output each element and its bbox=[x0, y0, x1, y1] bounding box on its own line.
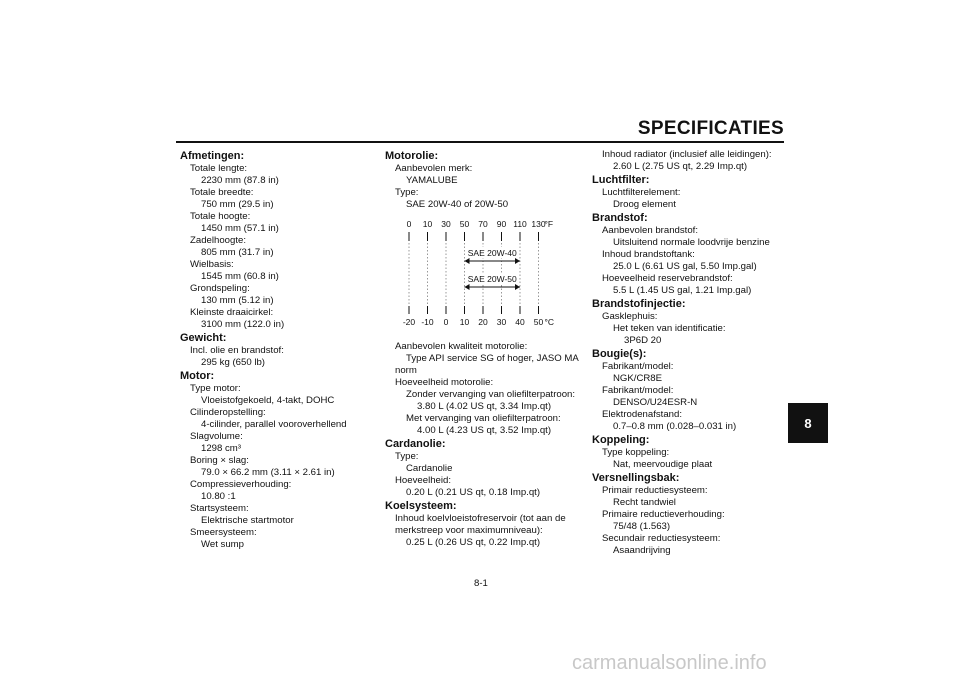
spec-line: Fabrikant/model: bbox=[602, 385, 674, 396]
spec-line: Kleinste draaicirkel: bbox=[190, 307, 274, 318]
celsius-tick-label: -20 bbox=[402, 317, 416, 327]
spec-line: Incl. olie en brandstof: bbox=[190, 345, 284, 356]
spec-line: Compressieverhouding: bbox=[190, 479, 292, 490]
section-heading: Motor: bbox=[180, 370, 215, 382]
spec-line: Zadelhoogte: bbox=[190, 235, 247, 246]
spec-line: Secundair reductiesysteem: bbox=[602, 533, 721, 544]
spec-line: Startsysteem: bbox=[190, 503, 249, 514]
spec-line: Zonder vervanging van oliefilterpatroon: bbox=[406, 389, 576, 400]
celsius-tick-label: -10 bbox=[421, 317, 434, 327]
spec-line: 0.25 L (0.26 US qt, 0.22 Imp.qt) bbox=[406, 537, 541, 548]
spec-line: Totale hoogte: bbox=[190, 211, 251, 222]
spec-line: Cilinderopstelling: bbox=[190, 407, 266, 418]
fahrenheit-tick-label: 130 bbox=[531, 219, 546, 229]
spec-line: Type motor: bbox=[190, 383, 241, 394]
section-heading: Brandstof: bbox=[592, 212, 648, 224]
page-title: SPECIFICATIES bbox=[637, 118, 784, 139]
spec-line: Vloeistofgekoeld, 4-takt, DOHC bbox=[201, 395, 335, 406]
spec-line: 3100 mm (122.0 in) bbox=[201, 319, 285, 330]
watermark: carmanualsonline.info bbox=[572, 652, 767, 674]
title-divider bbox=[176, 141, 784, 143]
spec-line: 0.20 L (0.21 US qt, 0.18 Imp.qt) bbox=[406, 487, 541, 498]
spec-line: 1545 mm (60.8 in) bbox=[201, 271, 279, 282]
spec-line: Type koppeling: bbox=[602, 447, 670, 458]
spec-line: Primair reductiesysteem: bbox=[602, 485, 708, 496]
spec-line: Luchtfilterelement: bbox=[602, 187, 681, 198]
section-heading: Luchtfilter: bbox=[592, 174, 650, 186]
spec-line: Primaire reductieverhouding: bbox=[602, 509, 725, 520]
spec-line: Wielbasis: bbox=[190, 259, 234, 270]
spec-line: 10.80 :1 bbox=[201, 491, 236, 502]
spec-line: Cardanolie bbox=[406, 463, 453, 474]
spec-line: 0.7–0.8 mm (0.028–0.031 in) bbox=[613, 421, 737, 432]
engine-oil-details bbox=[385, 341, 585, 549]
spec-line: Asaandrijving bbox=[613, 545, 671, 556]
spec-line: Hoeveelheid: bbox=[395, 475, 452, 486]
engine-oil-intro bbox=[385, 149, 585, 211]
fahrenheit-tick-label: 90 bbox=[496, 219, 507, 229]
spec-line: 2230 mm (87.8 in) bbox=[201, 175, 279, 186]
spec-line: 79.0 × 66.2 mm (3.11 × 2.61 in) bbox=[201, 467, 335, 478]
spec-line: 1450 mm (57.1 in) bbox=[201, 223, 279, 234]
fahrenheit-tick-label: 70 bbox=[478, 219, 488, 229]
celsius-tick-label: 20 bbox=[478, 317, 488, 327]
spec-line: 130 mm (5.12 in) bbox=[201, 295, 274, 306]
section-heading: Cardanolie: bbox=[385, 438, 446, 450]
spec-line: Grondspeling: bbox=[190, 283, 250, 294]
page-number: 8-1 bbox=[474, 578, 488, 589]
spec-line: Elektrodenafstand: bbox=[602, 409, 683, 420]
section-heading: Brandstofinjectie: bbox=[592, 298, 686, 310]
spec-line: Type API service SG of hoger, JASO MA bbox=[406, 353, 579, 364]
spec-line: Totale lengte: bbox=[190, 163, 248, 174]
spec-line: Recht tandwiel bbox=[613, 497, 676, 508]
fahrenheit-tick-label: 0 bbox=[406, 219, 412, 229]
spec-line: merkstreep voor maximumniveau): bbox=[395, 525, 543, 536]
spec-line: Nat, meervoudige plaat bbox=[613, 459, 713, 470]
spec-line: 295 kg (650 lb) bbox=[201, 357, 265, 368]
spec-line: 25.0 L (6.61 US gal, 5.50 Imp.gal) bbox=[613, 261, 757, 272]
viscosity-band-label: SAE 20W-50 bbox=[467, 274, 517, 284]
spec-line: 3.80 L (4.02 US qt, 3.34 Imp.qt) bbox=[417, 401, 552, 412]
viscosity-band-label: SAE 20W-40 bbox=[467, 248, 517, 258]
celsius-tick-label: 10 bbox=[459, 317, 470, 327]
chapter-tab: 8 bbox=[788, 403, 828, 443]
band-arrow-left bbox=[465, 284, 470, 290]
section-heading: Koppeling: bbox=[592, 434, 650, 446]
section-heading: Versnellingsbak: bbox=[592, 472, 680, 484]
column-3 bbox=[592, 149, 792, 557]
spec-line: 2.60 L (2.75 US qt, 2.29 Imp.qt) bbox=[613, 161, 748, 172]
spec-line: Inhoud brandstoftank: bbox=[602, 249, 695, 260]
spec-line: Wet sump bbox=[201, 539, 245, 550]
spec-line: Type: bbox=[395, 451, 419, 462]
spec-line: Elektrische startmotor bbox=[201, 515, 294, 526]
fahrenheit-unit: °F bbox=[544, 219, 554, 229]
spec-line: NGK/CR8E bbox=[613, 373, 663, 384]
spec-line: 1298 cm³ bbox=[201, 443, 241, 454]
spec-line: Hoeveelheid reservebrandstof: bbox=[602, 273, 733, 284]
spec-line: 4-cilinder, parallel vooroverhellend bbox=[201, 419, 347, 430]
spec-line: 75/48 (1.563) bbox=[613, 521, 671, 532]
spec-line: 4.00 L (4.23 US qt, 3.52 Imp.qt) bbox=[417, 425, 552, 436]
section-heading: Afmetingen: bbox=[180, 150, 245, 162]
spec-line: Totale breedte: bbox=[190, 187, 254, 198]
spec-line: norm bbox=[395, 365, 417, 376]
spec-line: Smeersysteem: bbox=[190, 527, 257, 538]
spec-line: Boring × slag: bbox=[190, 455, 249, 466]
fahrenheit-tick-label: 110 bbox=[513, 219, 527, 229]
spec-line: Uitsluitend normale loodvrije benzine bbox=[613, 237, 770, 248]
oil-temperature-chart bbox=[393, 217, 563, 329]
spec-line: Fabrikant/model: bbox=[602, 361, 674, 372]
celsius-tick-label: 30 bbox=[496, 317, 507, 327]
fahrenheit-tick-label: 50 bbox=[459, 219, 470, 229]
spec-line: Droog element bbox=[613, 199, 676, 210]
celsius-tick-label: 50 bbox=[533, 317, 544, 327]
fahrenheit-tick-label: 30 bbox=[441, 219, 451, 229]
spec-line: Inhoud radiator (inclusief alle leidingen): bbox=[602, 149, 772, 160]
spec-line: Aanbevolen kwaliteit motorolie: bbox=[395, 341, 528, 352]
column-2 bbox=[385, 149, 585, 549]
spec-line: DENSO/U24ESR-N bbox=[613, 397, 698, 408]
spec-line: 5.5 L (1.45 US gal, 1.21 Imp.gal) bbox=[613, 285, 752, 296]
band-arrow-right bbox=[515, 284, 520, 290]
band-arrow-right bbox=[515, 258, 520, 264]
column-1 bbox=[180, 149, 370, 551]
spec-line: Inhoud koelvloeistofreservoir (tot aan de bbox=[395, 513, 566, 524]
spec-line: SAE 20W-40 of 20W-50 bbox=[406, 199, 509, 210]
celsius-tick-label: 0 bbox=[443, 317, 449, 327]
spec-line: Het teken van identificatie: bbox=[613, 323, 726, 334]
section-heading: Motorolie: bbox=[385, 150, 439, 162]
section-heading: Koelsysteem: bbox=[385, 500, 457, 512]
fahrenheit-tick-label: 10 bbox=[422, 219, 433, 229]
spec-line: 3P6D 20 bbox=[624, 335, 662, 346]
band-arrow-left bbox=[465, 258, 470, 264]
spec-line: Met vervanging van oliefilterpatroon: bbox=[406, 413, 561, 424]
celsius-unit: °C bbox=[544, 317, 555, 327]
spec-line: YAMALUBE bbox=[406, 175, 458, 186]
spec-line: Aanbevolen merk: bbox=[395, 163, 473, 174]
section-heading: Bougie(s): bbox=[592, 348, 647, 360]
spec-line: Aanbevolen brandstof: bbox=[602, 225, 699, 236]
spec-line: Type: bbox=[395, 187, 419, 198]
spec-line: Hoeveelheid motorolie: bbox=[395, 377, 494, 388]
spec-line: Slagvolume: bbox=[190, 431, 243, 442]
spec-line: Gasklephuis: bbox=[602, 311, 658, 322]
celsius-tick-label: 40 bbox=[515, 317, 525, 327]
spec-line: 805 mm (31.7 in) bbox=[201, 247, 274, 258]
section-heading: Gewicht: bbox=[180, 332, 227, 344]
spec-line: 750 mm (29.5 in) bbox=[201, 199, 274, 210]
